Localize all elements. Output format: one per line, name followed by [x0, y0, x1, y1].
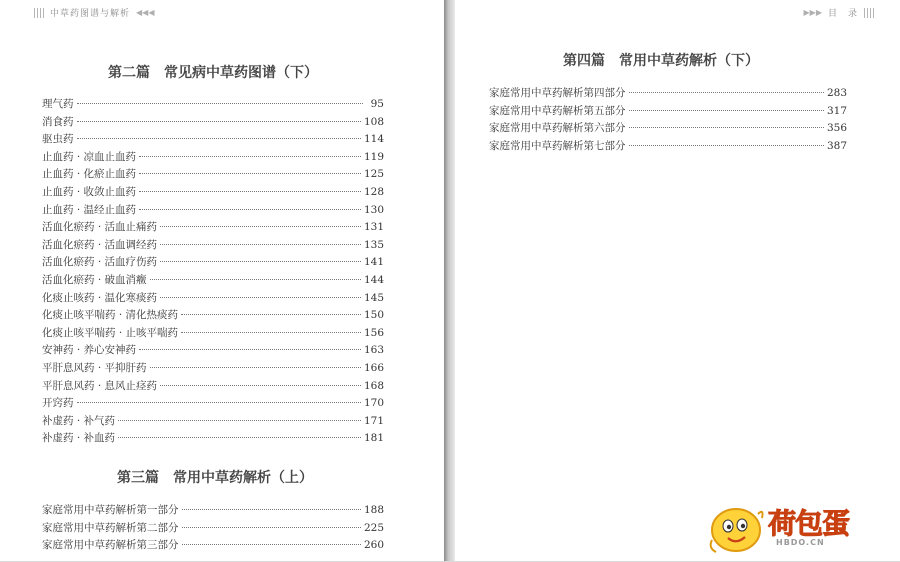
toc-entry — [42, 502, 384, 520]
left-page — [0, 0, 444, 561]
toc-entry — [489, 85, 847, 103]
header-arrows-icon: ◀◀◀ — [136, 8, 155, 17]
toc-entry — [489, 120, 847, 138]
toc-leader-dots — [77, 138, 361, 139]
toc-leader-dots — [77, 103, 364, 104]
toc-leader-dots — [182, 544, 361, 545]
toc-leader-dots — [182, 527, 361, 528]
toc-entry-label: 止血药 · 凉血止血药 — [42, 150, 137, 163]
toc-leader-dots — [77, 402, 361, 403]
toc-entry — [42, 413, 384, 431]
toc-entry-label: 止血药 · 温经止血药 — [42, 203, 137, 216]
toc-entry-page: 150 — [363, 309, 384, 322]
toc-entry-label: 活血化瘀药 · 活血止痛药 — [42, 221, 158, 234]
toc-list — [42, 96, 384, 448]
right-page — [455, 0, 900, 561]
toc-entry-label: 家庭常用中草药解析第七部分 — [489, 139, 626, 152]
toc-leader-dots — [150, 279, 361, 280]
toc-entry-label: 活血化瘀药 · 破血消癥 — [42, 273, 147, 286]
toc-entry-label: 家庭常用中草药解析第三部分 — [42, 539, 179, 552]
toc-entry-page: 144 — [363, 273, 384, 286]
toc-entry-page: 156 — [363, 326, 384, 339]
toc-entry-label: 补虚药 · 补气药 — [42, 414, 116, 427]
toc-entry-label: 平肝息风药 · 息风止痉药 — [42, 379, 158, 392]
toc-leader-dots — [118, 420, 361, 421]
toc-entry — [42, 272, 384, 290]
toc-leader-dots — [118, 437, 361, 438]
toc-entry — [489, 103, 847, 121]
toc-entry-label: 家庭常用中草药解析第一部分 — [42, 504, 179, 516]
toc-entry-page: 163 — [363, 344, 384, 357]
toc-entry — [42, 131, 384, 149]
toc-entry — [42, 96, 384, 114]
toc-entry — [42, 219, 384, 237]
toc-entry-page: 119 — [363, 150, 384, 163]
toc-leader-dots — [160, 261, 361, 262]
toc-entry-page: 171 — [363, 414, 384, 427]
running-header-text: 中草药图谱与解析 — [50, 9, 131, 19]
toc-entry-label: 消食药 — [42, 115, 74, 128]
toc-entry-label: 家庭常用中草药解析第四部分 — [489, 87, 626, 99]
toc-leader-dots — [139, 173, 361, 174]
toc-entry-page: 95 — [370, 98, 384, 110]
toc-leader-dots — [181, 314, 361, 315]
toc-entry — [42, 360, 384, 378]
toc-list — [42, 502, 384, 555]
toc-leader-dots — [139, 209, 361, 210]
toc-entry — [489, 138, 847, 156]
toc-entry — [42, 307, 384, 325]
toc-entry-page: 168 — [363, 379, 384, 392]
toc-leader-dots — [160, 226, 361, 227]
toc-entry-label: 驱虫药 — [42, 133, 74, 146]
toc-entry-page: 114 — [363, 133, 384, 146]
watermark-logo — [706, 500, 896, 558]
toc-leader-dots — [139, 156, 361, 157]
toc-entry — [42, 184, 384, 202]
toc-entry-label: 安神药 · 养心安神药 — [42, 344, 137, 357]
section-title: 第三篇 常用中草药解析（上） — [117, 470, 313, 486]
toc-entry-page: 170 — [363, 397, 384, 410]
watermark-brand: 荷包蛋 — [768, 507, 850, 540]
toc-entry-page: 125 — [363, 168, 384, 181]
toc-entry-page: 108 — [363, 115, 384, 128]
toc-entry — [42, 166, 384, 184]
toc-entry-label: 开窍药 — [42, 397, 74, 410]
toc-entry-label: 家庭常用中草药解析第五部分 — [489, 104, 626, 117]
toc-leader-dots — [139, 191, 361, 192]
toc-entry-page: 131 — [363, 221, 384, 234]
toc-entry-label: 家庭常用中草药解析第二部分 — [42, 521, 179, 534]
toc-leader-dots — [629, 92, 824, 93]
toc-entry — [42, 430, 384, 448]
toc-entry-page: 135 — [363, 238, 384, 251]
toc-entry-label: 化痰止咳药 · 温化寒痰药 — [42, 291, 158, 304]
toc-entry-page: 130 — [363, 203, 384, 216]
running-header-right — [804, 6, 874, 19]
toc-entry-page: 260 — [363, 539, 384, 552]
toc-leader-dots — [150, 367, 361, 368]
toc-entry-label: 活血化瘀药 · 活血疗伤药 — [42, 256, 158, 269]
toc-entry — [42, 342, 384, 360]
toc-leader-dots — [160, 297, 361, 298]
toc-leader-dots — [181, 332, 361, 333]
toc-entry-label: 平肝息风药 · 平抑肝药 — [42, 361, 147, 374]
toc-entry-label: 化痰止咳平喘药 · 止咳平喘药 — [42, 326, 179, 339]
running-header-left — [34, 6, 154, 19]
toc-entry — [42, 520, 384, 538]
toc-entry-page: 188 — [363, 504, 384, 516]
toc-entry-label: 活血化瘀药 · 活血调经药 — [42, 238, 158, 251]
toc-entry-label: 止血药 · 收敛止血药 — [42, 185, 137, 198]
toc-entry-label: 化痰止咳平喘药 · 清化热痰药 — [42, 309, 179, 322]
toc-entry-label: 补虚药 · 补血药 — [42, 432, 116, 445]
toc-entry-page: 317 — [826, 104, 847, 117]
toc-leader-dots — [160, 244, 361, 245]
toc-leader-dots — [160, 385, 361, 386]
header-bars-icon — [34, 8, 44, 18]
toc-leader-dots — [629, 110, 824, 111]
toc-entry — [42, 537, 384, 555]
page-gutter — [444, 0, 455, 561]
header-arrows-icon: ▶▶▶ — [803, 8, 822, 17]
egg-mascot-icon — [706, 500, 768, 558]
watermark-url: HBDO.CN — [776, 538, 825, 547]
toc-entry-label: 止血药 · 化瘀止血药 — [42, 168, 137, 181]
toc-entry-page: 387 — [826, 139, 847, 152]
toc-entry — [42, 114, 384, 132]
toc-leader-dots — [629, 145, 824, 146]
toc-leader-dots — [77, 121, 361, 122]
running-header-text: 目 录 — [827, 9, 858, 19]
toc-entry-page: 181 — [363, 432, 384, 445]
toc-leader-dots — [629, 127, 824, 128]
section-title: 第二篇 常见病中草药图谱（下） — [108, 65, 318, 81]
toc-entry — [42, 395, 384, 413]
toc-list — [489, 85, 847, 155]
section-title: 第四篇 常用中草药解析（下） — [563, 53, 759, 69]
toc-entry — [42, 254, 384, 272]
toc-entry-page: 283 — [826, 87, 847, 99]
toc-entry — [42, 325, 384, 343]
toc-entry-page: 141 — [363, 256, 384, 269]
toc-entry — [42, 237, 384, 255]
toc-entry — [42, 149, 384, 167]
toc-entry — [42, 290, 384, 308]
toc-entry — [42, 202, 384, 220]
toc-entry-page: 145 — [363, 291, 384, 304]
toc-entry — [42, 378, 384, 396]
toc-entry-page: 356 — [826, 122, 847, 135]
toc-leader-dots — [139, 349, 361, 350]
toc-leader-dots — [182, 509, 361, 510]
toc-entry-page: 128 — [363, 185, 384, 198]
header-bars-icon — [864, 8, 874, 18]
toc-entry-page: 225 — [363, 521, 384, 534]
toc-entry-label: 理气药 — [42, 98, 74, 110]
toc-entry-label: 家庭常用中草药解析第六部分 — [489, 122, 626, 135]
toc-entry-page: 166 — [363, 361, 384, 374]
